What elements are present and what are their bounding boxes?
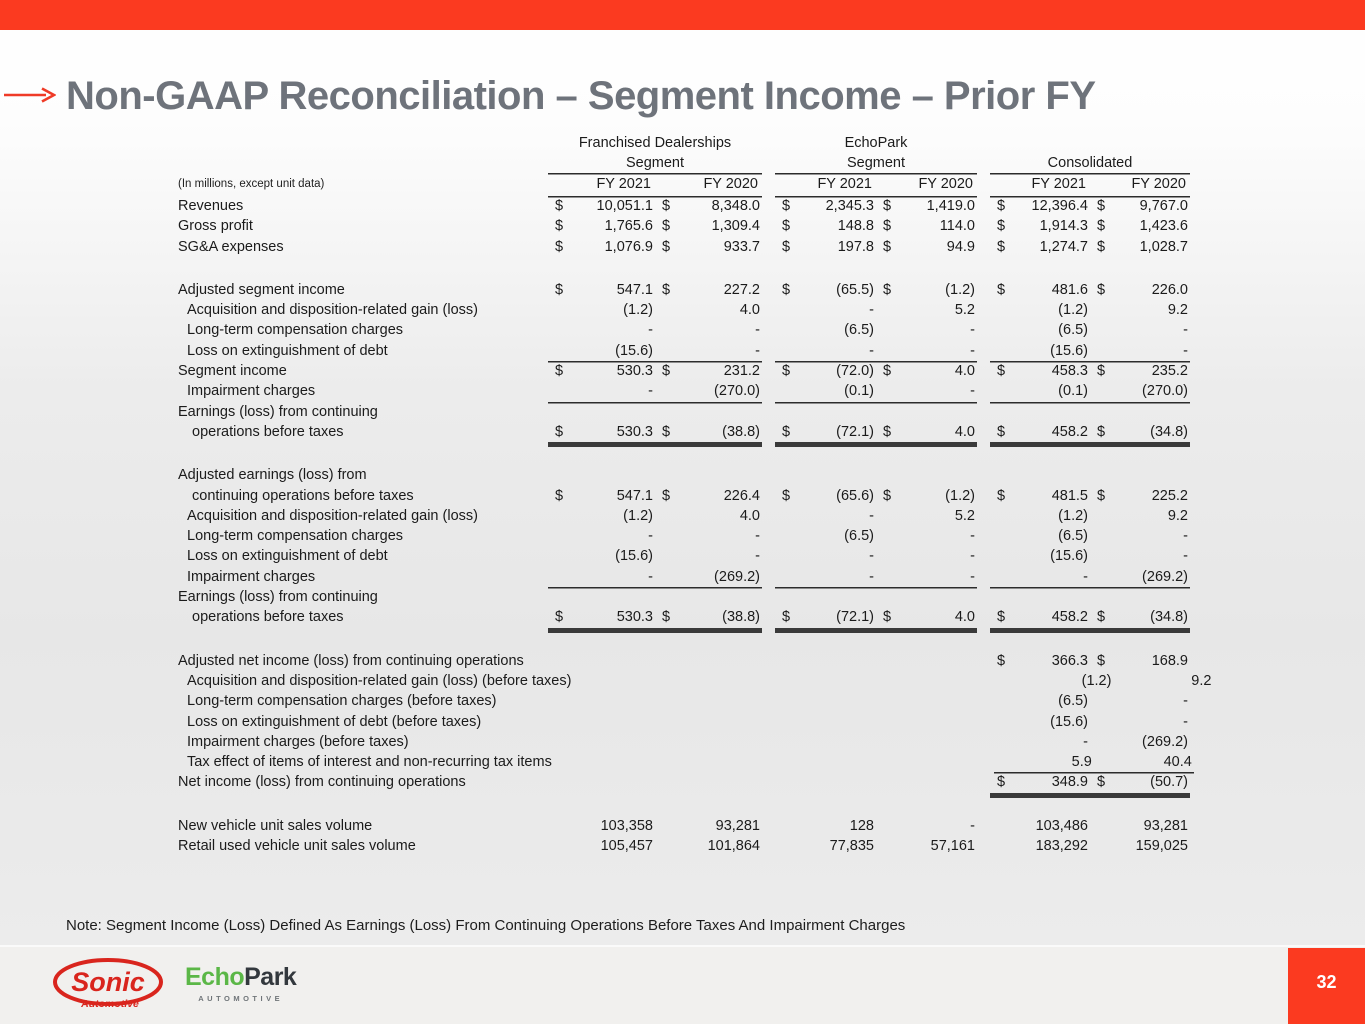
table-cell: - — [1083, 733, 1088, 750]
table-cell: 57,161 — [930, 838, 975, 855]
table-cell — [899, 671, 1000, 691]
table-cell: - — [648, 322, 653, 339]
table-cell: $ 481.5 — [997, 487, 1088, 504]
table-cell: 103,358 — [600, 817, 653, 834]
sonic-automotive-logo — [52, 955, 164, 1017]
table-cell: 103,486 — [1035, 817, 1088, 834]
table-cell — [775, 712, 876, 732]
fy-header: FY 2021 — [548, 173, 655, 196]
table-row — [178, 546, 1190, 566]
table-cell — [655, 712, 762, 732]
table-cell: $ 9,767.0 — [1097, 198, 1188, 214]
table-cell: - — [1183, 713, 1188, 730]
table-cell: 128 — [849, 817, 874, 834]
table-cell: 183,292 — [1035, 838, 1088, 855]
row-label: operations before taxes — [192, 609, 344, 626]
table-row — [178, 465, 1190, 485]
table-row — [178, 237, 1190, 257]
table-cell: 4.0 — [739, 302, 760, 319]
table-cell — [655, 691, 762, 711]
row-label: Long-term compensation charges — [187, 528, 404, 545]
row-label: Revenues — [178, 198, 244, 214]
table-cell: $ 227.2 — [662, 281, 760, 298]
reconciliation-table — [178, 133, 1212, 856]
table-cell: (1.2) — [1081, 672, 1112, 689]
sonic-logo-subtext: Automotive — [81, 998, 139, 1010]
row-label: Segment income — [178, 363, 287, 380]
table-cell: - — [775, 567, 876, 587]
page-title: Non-GAAP Reconciliation – Segment Income – Prior FY — [66, 74, 1096, 118]
table-cell: - — [1090, 341, 1190, 361]
table-cell: (15.6) — [1050, 713, 1088, 730]
row-label: Acquisition and disposition-related gain (loss) — [187, 507, 478, 524]
table-cell: - — [648, 528, 653, 545]
table-cell: - — [755, 528, 760, 545]
table-cell: $ 1,028.7 — [1097, 238, 1188, 255]
table-cell: (270.0) — [1090, 381, 1190, 401]
table-cell: $ 168.9 — [1097, 652, 1188, 669]
footer-bar — [0, 945, 1365, 1024]
table-cell: - — [1183, 322, 1188, 339]
row-label: Net income (loss) from continuing operations — [178, 774, 466, 791]
table-row — [178, 691, 1190, 711]
table-cell: (270.0) — [655, 381, 762, 401]
table-cell: $ 1,765.6 — [555, 218, 653, 235]
table-cell: $ 530.3 — [548, 422, 655, 442]
table-cell: - — [970, 817, 975, 834]
table-cell: - — [876, 341, 977, 361]
table-cell: $ 2,345.3 — [782, 198, 874, 214]
row-label: Gross profit — [178, 218, 253, 235]
table-cell: (1.2) — [1058, 302, 1088, 319]
group-subtitle-franchised: Segment — [548, 153, 762, 173]
table-cell: $ 148.8 — [782, 218, 874, 235]
table-cell: $ 4.0 — [876, 422, 977, 442]
row-label: Impairment charges (before taxes) — [187, 733, 409, 750]
table-cell: - — [1183, 548, 1188, 565]
row-label: Tax effect of items of interest and non-recurring tax items — [187, 754, 552, 771]
table-cell: - — [869, 302, 874, 319]
table-cell: $ 4.0 — [876, 607, 977, 627]
table-row — [178, 402, 1190, 422]
echopark-logo-park: Park — [244, 963, 297, 991]
fy-header: FY 2020 — [876, 173, 977, 196]
row-label: New vehicle unit sales volume — [178, 817, 373, 834]
table-cell: $ (72.1) — [775, 422, 876, 442]
table-cell: (15.6) — [615, 548, 653, 565]
table-row — [178, 381, 1190, 401]
table-row — [178, 361, 1190, 381]
table-cell: $ 1,419.0 — [883, 198, 975, 214]
table-cell — [552, 752, 659, 772]
table-cell: $ (65.6) — [782, 487, 874, 504]
table-cell: $ 231.2 — [662, 363, 760, 380]
table-cell: $ (1.2) — [883, 487, 975, 504]
table-cell — [548, 691, 655, 711]
table-cell: (1.2) — [623, 302, 653, 319]
table-cell: (6.5) — [1058, 528, 1088, 545]
table-cell — [548, 732, 655, 752]
table-cell: - — [548, 381, 655, 401]
row-label: Loss on extinguishment of debt — [187, 342, 388, 359]
group-subtitle-consolidated: Consolidated — [990, 153, 1190, 173]
table-cell — [876, 772, 977, 792]
table-cell: $ (38.8) — [655, 422, 762, 442]
row-label: Loss on extinguishment of debt — [187, 548, 388, 565]
table-cell: 101,864 — [707, 838, 760, 855]
units-note: (In millions, except unit data) — [178, 178, 325, 190]
table-row — [178, 300, 1190, 320]
table-cell — [775, 651, 876, 671]
table-cell: 4.0 — [739, 507, 760, 524]
table-row — [178, 422, 1190, 442]
sonic-logo-text: Sonic — [71, 967, 145, 997]
table-cell: 93,281 — [1143, 817, 1188, 834]
row-label: Earnings (loss) from continuing — [178, 589, 378, 606]
group-subtitle-row — [178, 153, 1190, 173]
table-cell: 5.2 — [954, 507, 975, 524]
group-subtitle-echopark: Segment — [775, 153, 977, 173]
table-row — [178, 567, 1190, 587]
fy-header: FY 2020 — [1090, 173, 1190, 196]
table-cell — [876, 651, 977, 671]
table-cell: $ 226.0 — [1097, 281, 1188, 298]
table-cell: - — [970, 528, 975, 545]
table-row — [178, 341, 1190, 361]
table-cell: (6.5) — [844, 322, 874, 339]
table-row — [178, 196, 1190, 216]
top-accent-bar — [0, 0, 1365, 30]
table-cell: $ 114.0 — [883, 218, 975, 235]
row-label: Adjusted segment income — [178, 281, 345, 298]
table-cell: - — [876, 567, 977, 587]
table-cell: $ 530.3 — [555, 363, 653, 380]
row-label: Retail used vehicle unit sales volume — [178, 838, 416, 855]
table-cell: $ 1,423.6 — [1097, 218, 1188, 235]
table-cell: (6.5) — [1058, 693, 1088, 710]
echopark-logo-echo: Echo — [185, 963, 245, 991]
table-row — [178, 587, 1190, 607]
table-row — [178, 486, 1190, 506]
title-arrow-icon — [4, 86, 56, 104]
table-cell — [548, 772, 655, 792]
table-cell: (0.1) — [990, 381, 1090, 401]
table-cell: $ 225.2 — [1097, 487, 1188, 504]
table-cell: 9.2 — [1191, 672, 1212, 689]
table-cell — [880, 752, 981, 772]
fiscal-year-header-row — [178, 173, 1190, 196]
table-cell: $ 8,348.0 — [662, 198, 760, 214]
table-cell: $ 94.9 — [883, 238, 975, 255]
table-row — [178, 816, 1190, 836]
table-cell: (0.1) — [775, 381, 876, 401]
table-cell: - — [869, 548, 874, 565]
group-title-row — [178, 133, 1190, 153]
table-cell: $ 458.2 — [990, 607, 1090, 627]
row-label: Long-term compensation charges (before taxes) — [187, 693, 497, 710]
table-cell: $ 530.3 — [548, 607, 655, 627]
table-cell: $ 481.6 — [997, 281, 1088, 298]
group-title-echopark: EchoPark — [844, 135, 908, 151]
table-cell: $ 933.7 — [662, 238, 760, 255]
table-row — [178, 712, 1190, 732]
table-row — [178, 506, 1190, 526]
table-cell: $ (72.1) — [775, 607, 876, 627]
table-cell: - — [970, 548, 975, 565]
table-cell: $ 1,309.4 — [662, 218, 760, 235]
table-cell: 5.9 — [994, 752, 1094, 772]
table-cell — [775, 772, 876, 792]
footnote: Note: Segment Income (Loss) Defined As Earnings (Loss) From Continuing Operations Before Taxes And Impairment Charges — [66, 917, 906, 934]
table-cell: - — [869, 507, 874, 524]
row-label: Adjusted net income (loss) from continuing operations — [178, 652, 524, 669]
table-row — [178, 280, 1190, 300]
table-cell: 9.2 — [1167, 507, 1188, 524]
table-row — [178, 752, 1190, 772]
echopark-logo — [185, 963, 296, 1003]
table-cell: (269.2) — [1090, 567, 1190, 587]
table-cell — [678, 671, 785, 691]
table-cell — [571, 671, 678, 691]
group-title-consolidated-line1 — [990, 133, 1190, 153]
table-cell: 159,025 — [1135, 838, 1188, 855]
row-label: Earnings (loss) from continuing — [178, 403, 378, 420]
table-cell — [876, 691, 977, 711]
table-cell: - — [755, 322, 760, 339]
table-cell: (269.2) — [1142, 733, 1188, 750]
table-row — [178, 772, 1190, 792]
page-number: 32 — [1316, 972, 1337, 992]
table-cell: 93,281 — [715, 817, 760, 834]
table-cell: $ (50.7) — [1090, 772, 1190, 792]
table-cell: $ 458.2 — [990, 422, 1090, 442]
table-spacer-row — [178, 257, 1190, 280]
table-cell — [876, 712, 977, 732]
row-label: Loss on extinguishment of debt (before taxes) — [187, 713, 482, 730]
table-cell: 40.4 — [1094, 752, 1194, 772]
table-spacer-row — [178, 628, 1190, 651]
table-cell: (15.6) — [1050, 548, 1088, 565]
table-cell: - — [990, 567, 1090, 587]
table-cell: - — [970, 322, 975, 339]
table-cell: $ (38.8) — [655, 607, 762, 627]
fy-header: FY 2020 — [655, 173, 762, 196]
row-label: Adjusted earnings (loss) from — [178, 467, 367, 484]
table-spacer-row — [178, 793, 1190, 816]
table-header — [178, 133, 1190, 196]
table-cell — [548, 712, 655, 732]
table-cell: (269.2) — [655, 567, 762, 587]
table-cell: (6.5) — [1058, 322, 1088, 339]
table-cell: $ 547.1 — [555, 487, 653, 504]
fy-header: FY 2021 — [990, 173, 1090, 196]
fy-header: FY 2021 — [775, 173, 876, 196]
table-cell: - — [775, 341, 876, 361]
table-row — [178, 836, 1190, 856]
table-cell: (1.2) — [623, 507, 653, 524]
table-cell: $ 4.0 — [883, 363, 975, 380]
table-cell: $ (34.8) — [1090, 607, 1190, 627]
row-label: Impairment charges — [187, 568, 316, 585]
table-cell: 9.2 — [1167, 302, 1188, 319]
row-label: operations before taxes — [192, 423, 344, 440]
table-row — [178, 216, 1190, 236]
table-cell: 5.2 — [954, 302, 975, 319]
table-row — [178, 607, 1190, 627]
row-label: Acquisition and disposition-related gain (loss) (before taxes) — [187, 672, 572, 689]
table-row — [178, 671, 1212, 691]
table-cell — [548, 651, 655, 671]
table-cell: (15.6) — [990, 341, 1090, 361]
row-label: Impairment charges — [187, 383, 316, 400]
page-number-badge — [1288, 948, 1365, 1024]
table-cell: $ (72.0) — [782, 363, 874, 380]
table-cell: $ 1,076.9 — [555, 238, 653, 255]
table-cell: $ (34.8) — [1090, 422, 1190, 442]
table-cell: (15.6) — [548, 341, 655, 361]
table-cell — [775, 691, 876, 711]
table-cell: - — [655, 341, 762, 361]
table-cell — [798, 671, 899, 691]
table-cell: $ 1,274.7 — [997, 238, 1088, 255]
table-cell: $ 226.4 — [662, 487, 760, 504]
table-cell — [655, 732, 762, 752]
table-row — [178, 651, 1190, 671]
table-cell: (1.2) — [1058, 507, 1088, 524]
row-label: continuing operations before taxes — [192, 487, 414, 504]
table-cell — [655, 651, 762, 671]
table-rows — [178, 196, 1212, 856]
table-cell: $ (1.2) — [883, 281, 975, 298]
group-title-franchised: Franchised Dealerships — [578, 135, 732, 151]
table-row — [178, 732, 1190, 752]
table-row — [178, 526, 1190, 546]
table-cell: - — [548, 567, 655, 587]
table-cell: - — [1183, 528, 1188, 545]
table-cell: $ 366.3 — [997, 652, 1088, 669]
row-label: SG&A expenses — [178, 238, 284, 255]
table-cell: $ 348.9 — [990, 772, 1090, 792]
table-cell: $ 235.2 — [1097, 363, 1188, 380]
table-cell: (6.5) — [844, 528, 874, 545]
table-cell: $ 1,914.3 — [997, 218, 1088, 235]
table-cell — [876, 732, 977, 752]
table-spacer-row — [178, 442, 1190, 465]
table-cell — [779, 752, 880, 772]
table-cell: $ 12,396.4 — [997, 198, 1088, 214]
table-cell: $ 10,051.1 — [555, 198, 653, 214]
table-cell: - — [1183, 693, 1188, 710]
table-cell — [775, 732, 876, 752]
table-cell: $ 458.3 — [997, 363, 1088, 380]
table-cell: - — [876, 381, 977, 401]
table-cell: $ (65.5) — [782, 281, 874, 298]
table-cell — [655, 772, 762, 792]
table-cell: 105,457 — [600, 838, 653, 855]
row-label: Long-term compensation charges — [187, 322, 404, 339]
table-row — [178, 320, 1190, 340]
echopark-logo-subtext: AUTOMOTIVE — [198, 994, 284, 1003]
table-cell — [659, 752, 766, 772]
table-cell: 77,835 — [829, 838, 874, 855]
row-label: Acquisition and disposition-related gain (loss) — [187, 302, 478, 319]
table-cell: - — [755, 548, 760, 565]
table-cell: $ 547.1 — [555, 281, 653, 298]
table-cell: $ 197.8 — [782, 238, 874, 255]
